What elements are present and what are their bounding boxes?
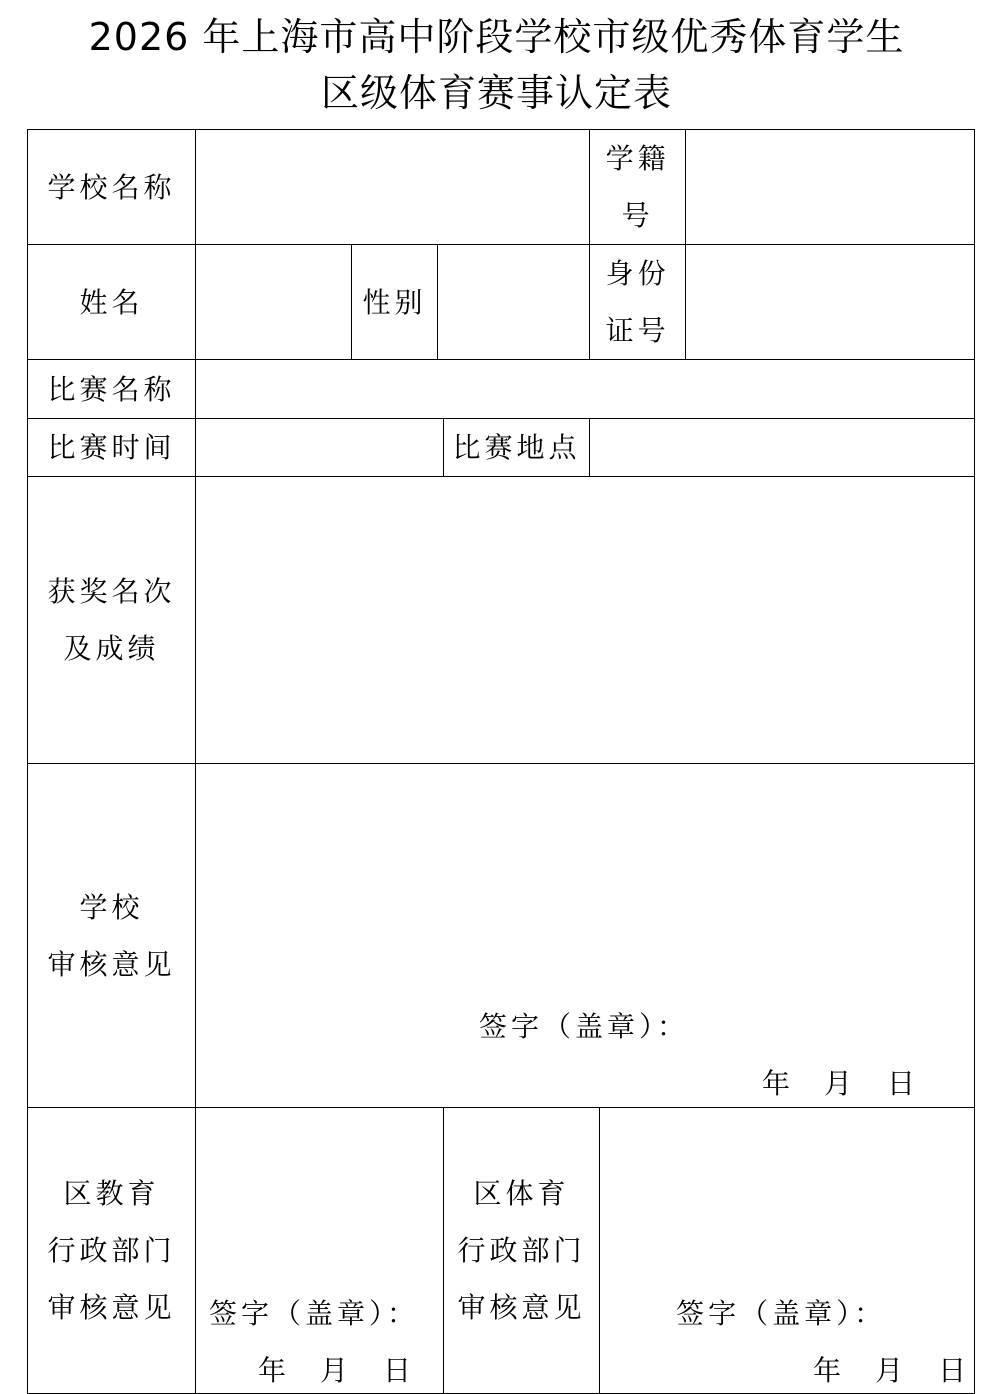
award-label-line1: 获奖名次 [47, 575, 176, 608]
edu-date-month: 月 [320, 1354, 353, 1387]
sport-date-day: 日 [938, 1354, 971, 1387]
award-field[interactable] [196, 477, 975, 764]
form-title-line1: 2026 年上海市高中阶段学校市级优秀体育学生 [88, 15, 905, 59]
name-field[interactable] [196, 245, 352, 360]
competition-time-field[interactable] [196, 419, 444, 477]
competition-time-label: 比赛时间 [28, 419, 196, 477]
edu-date-day: 日 [383, 1354, 416, 1387]
award-label-line2: 及成绩 [63, 632, 160, 665]
school-name-field[interactable] [196, 130, 590, 245]
sport-review-field[interactable] [600, 1108, 975, 1394]
sport-review-label [444, 1108, 600, 1394]
sport-date-year: 年 [813, 1354, 846, 1387]
edu-review-line2: 行政部门 [47, 1234, 176, 1267]
school-date-month: 月 [824, 1067, 857, 1100]
sport-review-line1: 区体育 [473, 1177, 570, 1210]
edu-review-field[interactable] [196, 1108, 444, 1394]
sport-date-month: 月 [875, 1354, 908, 1387]
name-label: 姓名 [28, 245, 196, 360]
competition-name-field[interactable] [196, 360, 975, 419]
school-date-year: 年 [762, 1067, 795, 1100]
competition-name-label: 比赛名称 [28, 360, 196, 419]
competition-place-label: 比赛地点 [444, 419, 590, 477]
edu-review-line3: 审核意见 [47, 1291, 176, 1324]
sport-signature-label: 签字（盖章）： [676, 1297, 887, 1330]
school-review-line1: 学校 [79, 890, 144, 924]
certification-form [27, 129, 975, 1394]
id-number-field[interactable] [686, 245, 975, 360]
student-id-field[interactable] [686, 130, 975, 245]
gender-field[interactable] [438, 245, 590, 360]
edu-date-year: 年 [258, 1354, 291, 1387]
school-review-field[interactable] [196, 764, 975, 1108]
school-name-label: 学校名称 [28, 130, 196, 245]
student-id-label: 学籍号 [590, 130, 686, 245]
gender-label: 性别 [352, 245, 438, 360]
form-title-line2: 区级体育赛事认定表 [320, 71, 672, 115]
edu-review-label [28, 1108, 196, 1394]
school-review-line2: 审核意见 [47, 947, 176, 981]
school-review-label [28, 764, 196, 1108]
school-date-day: 日 [887, 1067, 920, 1100]
edu-signature-label: 签字（盖章）： [209, 1297, 420, 1330]
award-label [28, 477, 196, 764]
competition-place-field[interactable] [590, 419, 975, 477]
school-signature-label: 签字（盖章）： [479, 1010, 690, 1043]
sport-review-line2: 行政部门 [457, 1234, 586, 1267]
id-number-label: 身份证号 [590, 245, 686, 360]
sport-review-line3: 审核意见 [457, 1291, 586, 1324]
edu-review-line1: 区教育 [63, 1177, 160, 1210]
